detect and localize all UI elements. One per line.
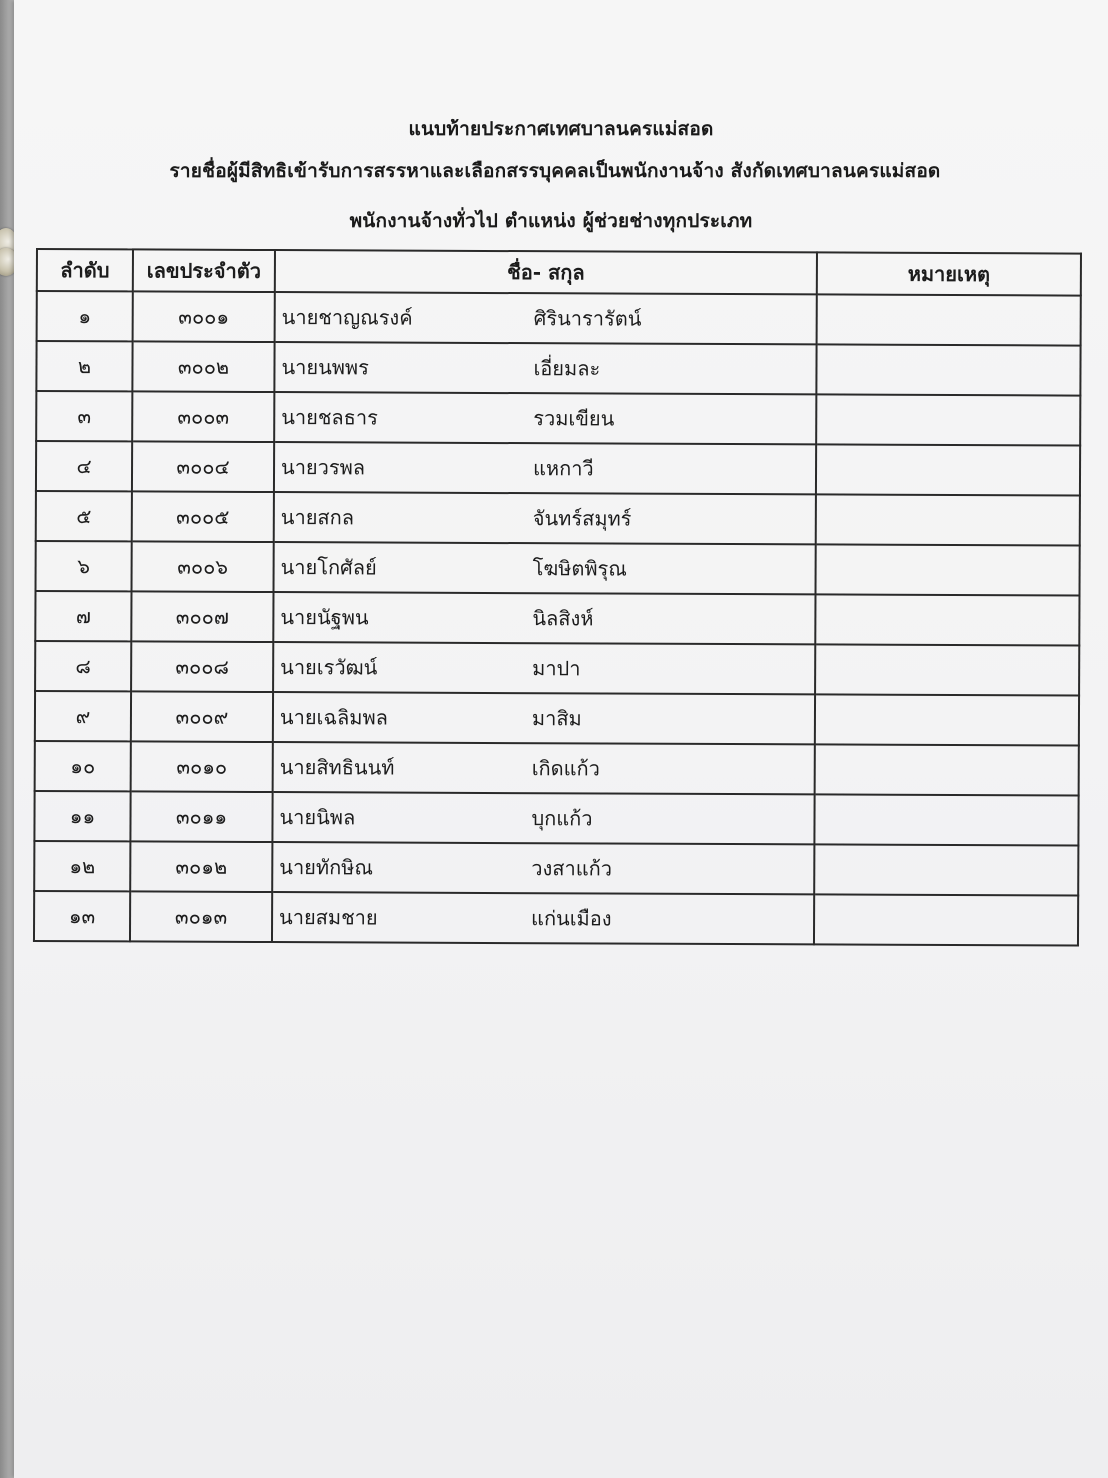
row-last-name: โฆษิตพิรุณ: [532, 556, 627, 581]
table-row: [36, 341, 1080, 396]
row-note: [816, 344, 1080, 395]
row-note: [815, 544, 1079, 595]
row-id: ๓๐๐๕: [132, 491, 274, 542]
table-body: [34, 291, 1081, 946]
document-title: แนบท้ายประกาศเทศบาลนครแม่สอด: [408, 118, 714, 140]
table-row: [34, 891, 1078, 946]
row-number: ๑: [37, 291, 133, 341]
row-id: ๓๐๐๖: [132, 541, 274, 592]
row-fullname: [274, 442, 816, 494]
table-row: [36, 541, 1080, 596]
row-note: [815, 744, 1079, 795]
row-number: ๔: [36, 441, 132, 491]
row-id: ๓๐๐๔: [132, 441, 274, 492]
header-note: หมายเหตุ: [817, 252, 1081, 295]
row-first-name: นายวรพล: [280, 455, 366, 480]
roster-table: [33, 248, 1082, 947]
row-fullname: [274, 392, 816, 444]
row-last-name: เกิดแก้ว: [531, 756, 600, 781]
row-last-name: นิลสิงห์: [532, 606, 594, 631]
row-last-name: มาสิม: [531, 706, 582, 731]
row-id: ๓๐๐๒: [132, 341, 274, 392]
header-id: เลขประจำตัว: [133, 249, 275, 292]
row-first-name: นายนพพร: [281, 355, 369, 380]
table-row: [35, 591, 1079, 646]
row-note: [814, 844, 1078, 895]
row-id: ๓๐๑๑: [130, 791, 272, 842]
table-row: [36, 441, 1080, 496]
row-id: ๓๐๑๒: [130, 841, 272, 892]
row-first-name: นายชลธาร: [281, 405, 378, 430]
row-number: ๑๐: [35, 741, 131, 791]
table-header-row: [37, 249, 1081, 296]
row-fullname: [272, 892, 814, 944]
row-number: ๘: [35, 641, 131, 691]
row-last-name: มาปา: [532, 656, 581, 681]
row-last-name: วงสาแก้ว: [531, 856, 613, 881]
row-first-name: นายเฉลิมพล: [279, 705, 388, 730]
row-number: ๖: [36, 541, 132, 591]
row-first-name: นายนิพล: [279, 805, 356, 830]
row-first-name: นายสมชาย: [279, 905, 378, 930]
row-id: ๓๐๑๐: [131, 741, 273, 792]
header-name: ชื่อ- สกุล: [275, 250, 817, 294]
row-fullname: [273, 742, 815, 794]
document-subtitle: รายชื่อผู้มีสิทธิเข้ารับการสรรหาและเลือกสรรบุคคลเป็นพนักงานจ้าง สังกัดเทศบาลนครแม่สอด: [169, 160, 941, 182]
row-note: [816, 494, 1080, 545]
row-last-name: แก่นเมือง: [531, 906, 612, 931]
table-row: [35, 691, 1079, 746]
row-first-name: นายนัฐพน: [280, 605, 369, 630]
row-fullname: [274, 542, 816, 594]
row-first-name: นายสกล: [280, 505, 355, 530]
row-id: ๓๐๐๙: [131, 691, 273, 742]
row-fullname: [274, 342, 816, 394]
row-last-name: แหกาวี: [532, 456, 594, 481]
row-fullname: [272, 792, 814, 844]
row-note: [816, 394, 1080, 445]
row-note: [815, 594, 1079, 645]
row-note: [815, 694, 1079, 745]
row-fullname: [274, 492, 816, 544]
row-number: ๑๓: [34, 891, 130, 941]
row-fullname: [273, 692, 815, 744]
row-number: ๗: [35, 591, 131, 641]
row-id: ๓๐๐๘: [131, 641, 273, 692]
row-note: [816, 444, 1080, 495]
position-line: พนักงานจ้างทั่วไป ตำแหน่ง ผู้ช่วยช่างทุกประเภท: [349, 210, 753, 232]
header-no: ลำดับ: [37, 249, 133, 291]
table-row: [34, 791, 1078, 846]
row-id: ๓๐๐๑: [133, 291, 275, 342]
row-fullname: [275, 292, 817, 344]
row-number: ๕: [36, 491, 132, 541]
row-first-name: นายโกศัลย์: [280, 555, 377, 580]
row-note: [814, 894, 1078, 945]
row-note: [814, 794, 1078, 845]
table-row: [36, 491, 1080, 546]
row-first-name: นายชาญณรงค์: [281, 305, 413, 330]
row-number: ๒: [36, 341, 132, 391]
row-first-name: นายทักษิณ: [279, 855, 374, 880]
row-number: ๑๒: [34, 841, 130, 891]
document-page: [14, 0, 1108, 1478]
table-row: [36, 391, 1080, 446]
row-id: ๓๐๐๓: [132, 391, 274, 442]
row-number: ๙: [35, 691, 131, 741]
table-row: [34, 841, 1078, 896]
row-last-name: ศิรินารารัตน์: [533, 306, 642, 331]
row-number: ๑๑: [34, 791, 130, 841]
row-first-name: นายเรวัฒน์: [280, 655, 378, 680]
table-row: [35, 741, 1079, 796]
row-last-name: บุกแก้ว: [531, 806, 593, 831]
row-note: [815, 644, 1079, 695]
row-first-name: นายสิทธินนท์: [279, 755, 395, 780]
row-number: ๓: [36, 391, 132, 441]
row-id: ๓๐๐๗: [131, 591, 273, 642]
row-fullname: [272, 842, 814, 894]
row-fullname: [273, 592, 815, 644]
row-last-name: เอี่ยมละ: [533, 356, 601, 381]
row-id: ๓๐๑๓: [130, 891, 272, 942]
table-row: [35, 641, 1079, 696]
table-row: [37, 291, 1081, 346]
row-note: [817, 294, 1081, 345]
row-last-name: รวมเขียน: [533, 406, 615, 431]
row-fullname: [273, 642, 815, 694]
row-last-name: จันทร์สมุทร์: [532, 506, 632, 531]
